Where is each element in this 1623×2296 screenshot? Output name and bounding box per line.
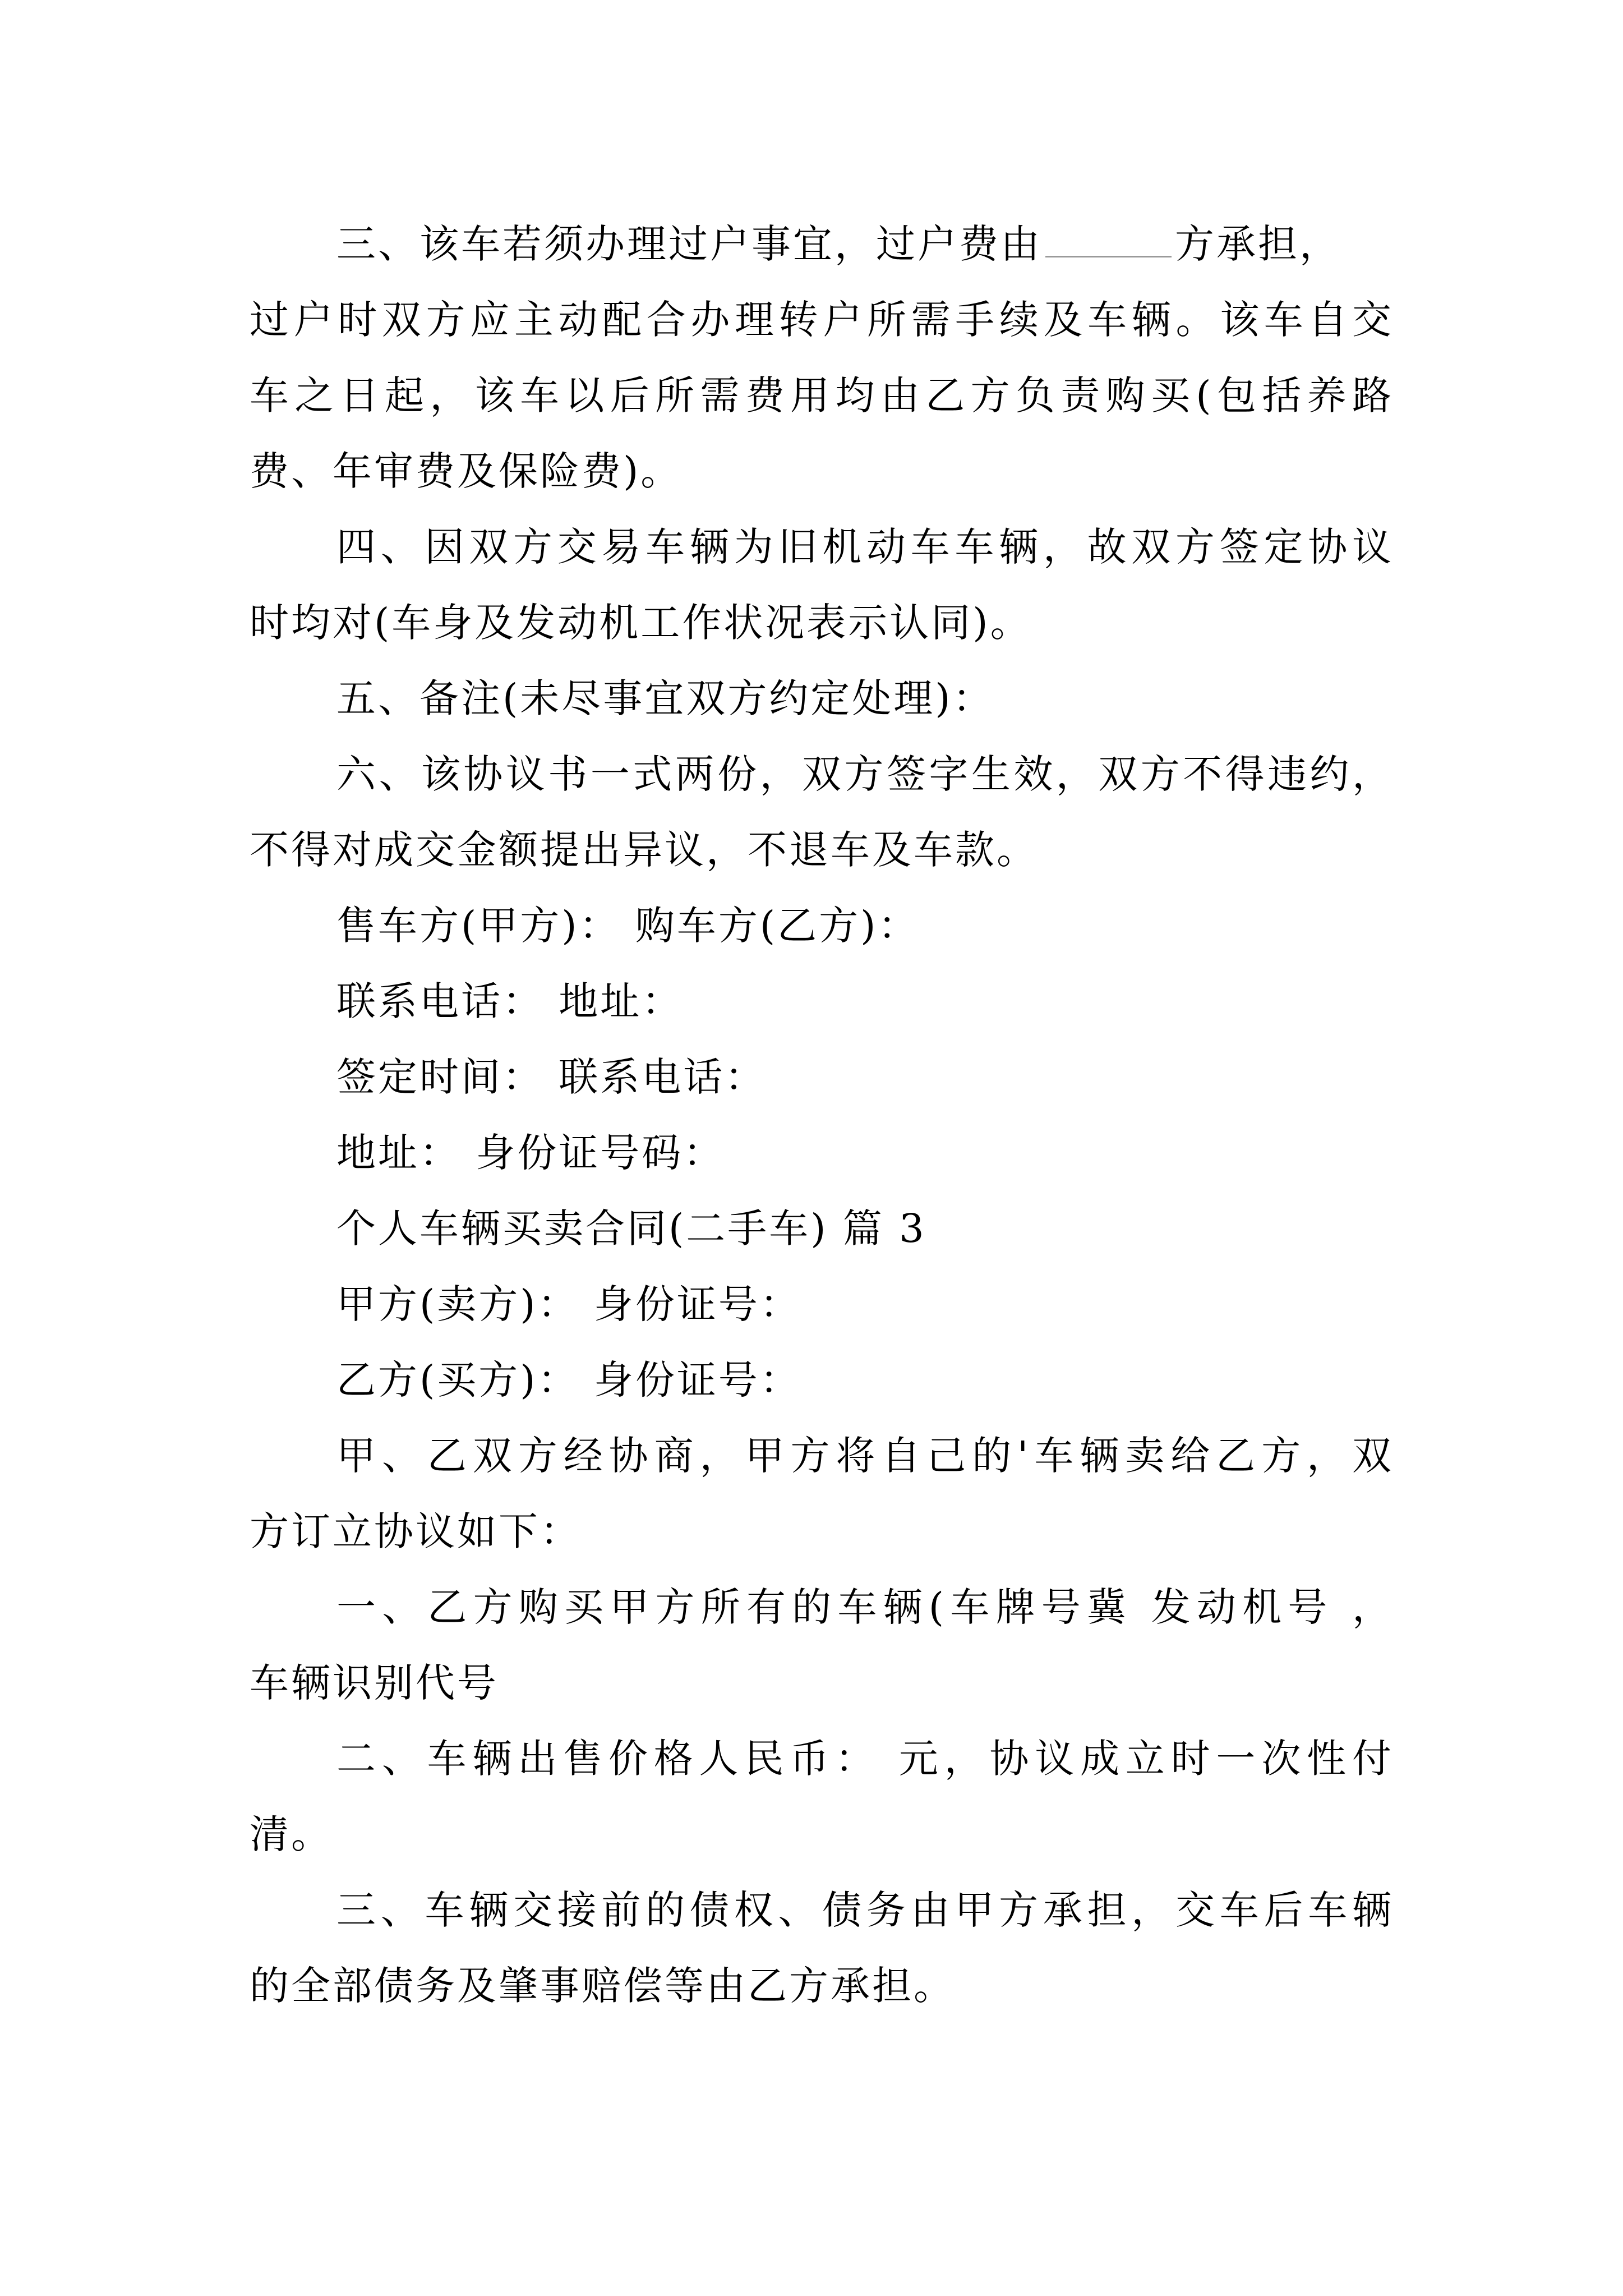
- party-a-line: 甲方(卖方)： 身份证号：: [336, 1281, 801, 1327]
- clause-3-text-start: 三、该车若须办理过户事宜，过户费由: [336, 221, 1042, 267]
- paragraph-line: 的全部债务及肇事赔偿等由乙方承担。: [250, 1963, 955, 2009]
- intro-line: 甲、乙双方经协商，甲方将自己的'车辆卖给乙方，双: [336, 1433, 1394, 1479]
- paragraph-line: 费、年审费及保险费)。: [250, 448, 683, 494]
- clause-4-line: 四、因双方交易车辆为旧机动车车辆，故双方签定协议: [336, 524, 1394, 570]
- phone-address-line: 联系电话： 地址：: [336, 978, 684, 1024]
- clause-5-line: 五、备注(未尽事宜双方约定处理)：: [336, 675, 994, 721]
- paragraph-line: 时均对(车身及发动机工作状况表示认同)。: [250, 600, 1032, 646]
- fee-party-blank: [1045, 222, 1172, 257]
- paragraph-line: 清。: [250, 1811, 333, 1857]
- section-heading: 个人车辆买卖合同(二手车) 篇 3: [336, 1205, 926, 1251]
- clause-3b-line: 三、车辆交接前的债权、债务由甲方承担，交车后车辆: [336, 1887, 1394, 1933]
- clause-6-line: 六、该协议书一式两份，双方签字生效，双方不得违约，: [336, 751, 1394, 797]
- clause-3-text-end: 方承担，: [1175, 221, 1341, 267]
- seller-buyer-signature-line: 售车方(甲方)： 购车方(乙方)：: [336, 903, 920, 949]
- date-phone-line: 签定时间： 联系电话：: [336, 1054, 767, 1100]
- paragraph-line: 不得对成交金额提出异议，不退车及车款。: [250, 827, 1038, 873]
- clause-1-line: 一、乙方购买甲方所有的车辆(车牌号冀 发动机号 ，: [336, 1584, 1394, 1630]
- paragraph-line: 车辆识别代号: [250, 1660, 499, 1706]
- party-b-line: 乙方(买方)： 身份证号：: [336, 1357, 801, 1403]
- address-id-line: 地址： 身份证号码：: [336, 1130, 725, 1176]
- clause-2-line: 二、车辆出售价格人民币： 元，协议成立时一次性付: [336, 1736, 1394, 1782]
- paragraph-line: 车之日起，该车以后所需费用均由乙方负责购买(包括养路: [250, 372, 1394, 418]
- clause-3-transfer-fee-line: [336, 219, 1394, 269]
- paragraph-line: 方订立协议如下：: [250, 1508, 582, 1554]
- paragraph-line: 过户时双方应主动配合办理转户所需手续及车辆。该车自交: [250, 297, 1394, 343]
